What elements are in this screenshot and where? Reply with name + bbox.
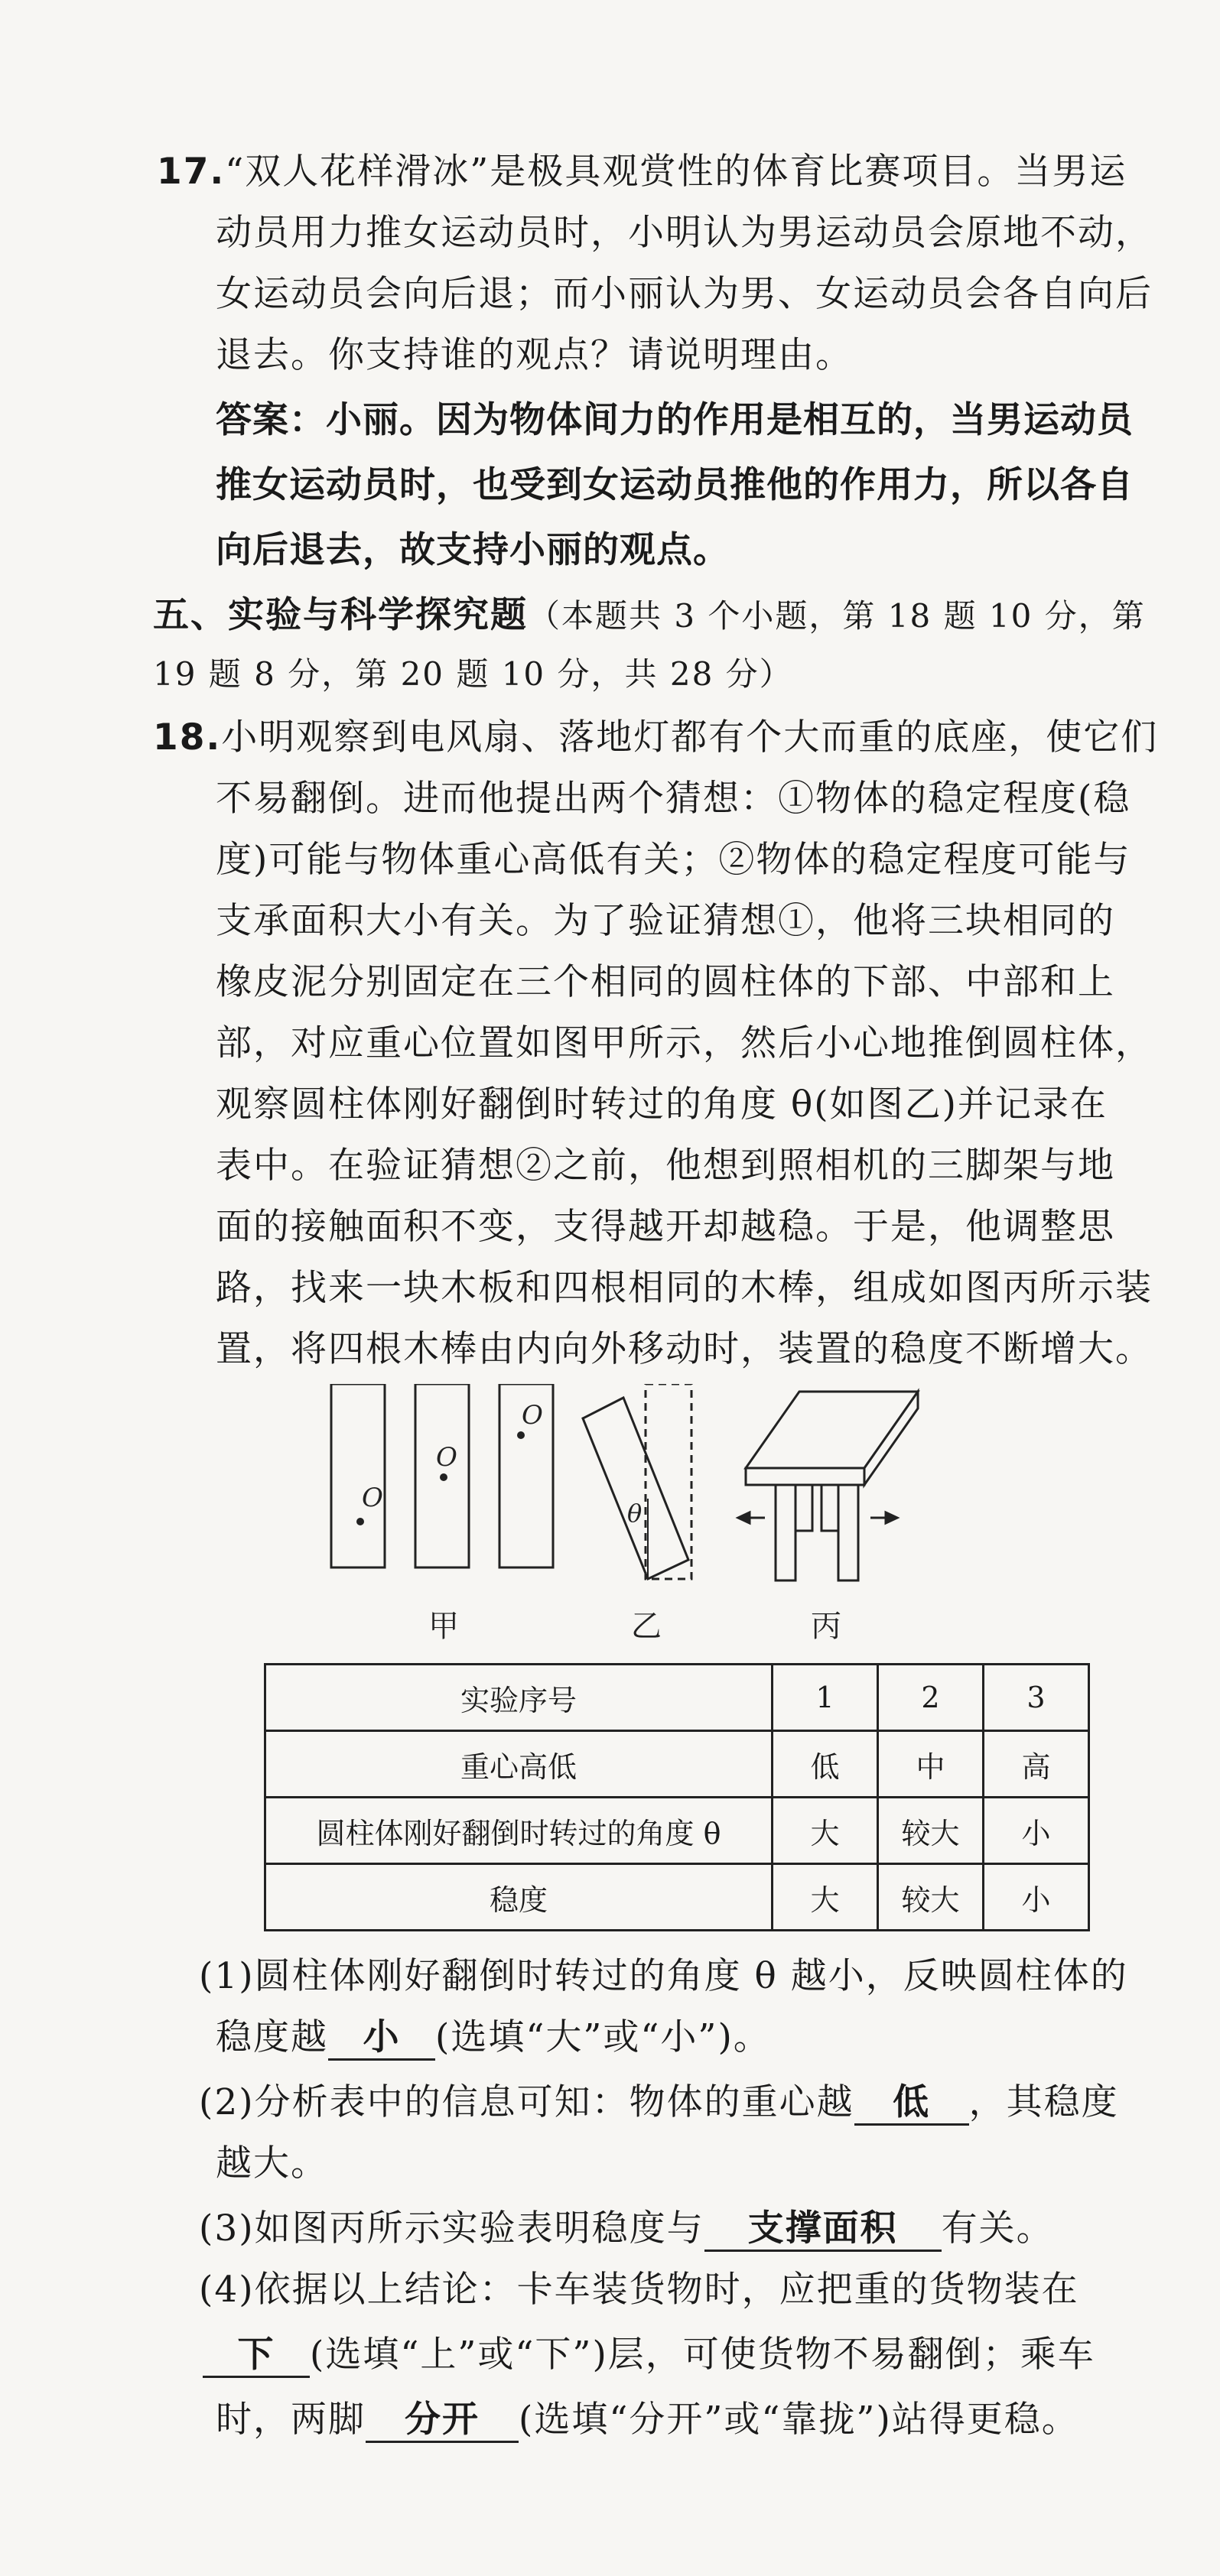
q18-line-1 bbox=[153, 715, 1158, 761]
table-row bbox=[265, 1731, 1089, 1798]
arrow-left-head bbox=[738, 1512, 750, 1523]
tilted-cylinder bbox=[583, 1398, 688, 1579]
section5-note-2: 19 题 8 分，第 20 题 10 分，共 28 分） bbox=[153, 655, 793, 693]
sub4-answer-1-blank: 下 bbox=[203, 2334, 310, 2378]
sub3-line bbox=[199, 2206, 1054, 2252]
table-cell: 大 bbox=[773, 1864, 878, 1931]
table-header-cell: 3 bbox=[984, 1665, 1089, 1731]
sub1-line-2 bbox=[216, 2015, 771, 2061]
table-cell: 稳度 bbox=[265, 1864, 773, 1931]
figure-bing bbox=[738, 1392, 918, 1580]
sub2-post: ，其稳度 bbox=[968, 2081, 1119, 2123]
q17-line-2: 动员用力推女运动员时，小明认为男运动员会原地不动， bbox=[216, 212, 1153, 254]
center-point-mid bbox=[440, 1473, 447, 1481]
q17-line-4: 退去。你支持谁的观点？请说明理由。 bbox=[216, 334, 853, 376]
table-cell: 较大 bbox=[878, 1864, 984, 1931]
table-header-cell: 1 bbox=[773, 1665, 878, 1731]
table-cell: 大 bbox=[773, 1798, 878, 1864]
sub1-pre: 稳度越 bbox=[216, 2016, 328, 2058]
rod-3 bbox=[821, 1485, 838, 1531]
q18-line-8: 表中。在验证猜想②之前，他想到照相机的三脚架与地 bbox=[216, 1145, 1115, 1187]
center-point-high bbox=[517, 1431, 525, 1439]
table-cell: 较大 bbox=[878, 1798, 984, 1864]
q18-line-9: 面的接触面积不变，支得越开却越稳。于是，他调整思 bbox=[216, 1206, 1115, 1248]
q17-answer-line-1: 答案：小丽。因为物体间力的作用是相互的，当男运动员 bbox=[216, 399, 1134, 441]
sub4-pre2: 时，两脚 bbox=[216, 2399, 366, 2441]
data-table bbox=[264, 1663, 1090, 1931]
point-label-high: O bbox=[522, 1400, 543, 1431]
table-header-cell: 实验序号 bbox=[265, 1665, 773, 1731]
q18-line-7: 观察圆柱体刚好翻倒时转过的角度 θ(如图乙)并记录在 bbox=[216, 1083, 1108, 1126]
sub2-answer-blank: 低 bbox=[854, 2082, 969, 2126]
sub3-pre: (3)如图丙所示实验表明稳度与 bbox=[199, 2207, 704, 2250]
q18-text-1: 小明观察到电风扇、落地灯都有个大而重的底座，使它们 bbox=[221, 716, 1159, 759]
figure-jia bbox=[331, 1384, 553, 1567]
table-header-row bbox=[265, 1665, 1089, 1731]
point-label-mid: O bbox=[436, 1442, 457, 1473]
figure-label-yi: 乙 bbox=[631, 1609, 662, 1644]
sub1-line-1: (1)圆柱体刚好翻倒时转过的角度 θ 越小，反映圆柱体的 bbox=[199, 1955, 1128, 1997]
rod-1 bbox=[776, 1485, 795, 1580]
q18-line-4: 支承面积大小有关。为了验证猜想①，他将三块相同的 bbox=[216, 900, 1115, 942]
board-front bbox=[746, 1468, 864, 1485]
table-header-cell: 2 bbox=[878, 1665, 984, 1731]
rod-4 bbox=[838, 1485, 858, 1580]
figure-label-bing: 丙 bbox=[811, 1609, 841, 1644]
table-cell: 小 bbox=[984, 1798, 1089, 1864]
table-cell: 高 bbox=[984, 1731, 1089, 1798]
figure-label-jia: 甲 bbox=[428, 1609, 459, 1644]
section5-note-1: （本题共 3 个小题，第 18 题 10 分，第 bbox=[528, 597, 1146, 635]
sub4-answer-2-blank: 分开 bbox=[366, 2399, 519, 2443]
q17-number: 17. bbox=[157, 151, 226, 193]
q18-line-2: 不易翻倒。进而他提出两个猜想：①物体的稳定程度(稳 bbox=[216, 778, 1131, 820]
q17-text-1: “双人花样滑冰”是极具观赏性的体育比赛项目。当男运 bbox=[225, 151, 1127, 193]
section5-heading bbox=[153, 593, 1146, 639]
table-cell: 圆柱体刚好翻倒时转过的角度 θ bbox=[265, 1798, 773, 1864]
sub2-line-1 bbox=[199, 2080, 1119, 2126]
angle-label: θ bbox=[627, 1499, 643, 1528]
table-cell: 重心高低 bbox=[265, 1731, 773, 1798]
sub1-answer-blank: 小 bbox=[328, 2017, 435, 2061]
figure-yi bbox=[583, 1384, 691, 1579]
rod-2 bbox=[795, 1485, 812, 1531]
sub1-post: (选填“大”或“小”)。 bbox=[435, 2016, 771, 2058]
q17-answer-line-2: 推女运动员时，也受到女运动员推他的作用力，所以各自 bbox=[216, 464, 1134, 506]
point-label-low: O bbox=[362, 1483, 383, 1513]
table-cell: 中 bbox=[878, 1731, 984, 1798]
sub2-line-2: 越大。 bbox=[216, 2142, 328, 2185]
q18-line-3: 度)可能与物体重心高低有关；②物体的稳定程度可能与 bbox=[216, 839, 1131, 881]
sub4-line-2 bbox=[203, 2332, 1095, 2378]
sub4-line-1: (4)依据以上结论：卡车装货物时，应把重的货物装在 bbox=[199, 2269, 1079, 2311]
center-point-low bbox=[356, 1518, 364, 1525]
experiment-figures bbox=[298, 1384, 987, 1644]
q17-line-3: 女运动员会向后退；而小丽认为男、女运动员会各自向后 bbox=[216, 273, 1153, 315]
sub3-post: 有关。 bbox=[941, 2207, 1054, 2250]
sub3-answer-blank: 支撑面积 bbox=[704, 2208, 942, 2252]
table-cell: 小 bbox=[984, 1864, 1089, 1931]
arrow-right-head bbox=[886, 1512, 897, 1523]
q18-line-6: 部，对应重心位置如图甲所示，然后小心地推倒圆柱体， bbox=[216, 1022, 1153, 1064]
section5-title: 五、实验与科学探究题 bbox=[153, 594, 528, 636]
sub2-pre: (2)分析表中的信息可知：物体的重心越 bbox=[199, 2081, 854, 2123]
sub4-mid: (选填“上”或“下”)层，可使货物不易翻倒；乘车 bbox=[310, 2334, 1095, 2376]
q17-line-1 bbox=[157, 149, 1127, 195]
table-cell: 低 bbox=[773, 1731, 878, 1798]
q18-line-11: 置，将四根木棒由内向外移动时，装置的稳度不断增大。 bbox=[216, 1328, 1153, 1370]
q18-line-10: 路，找来一块木板和四根相同的木棒，组成如图丙所示装 bbox=[216, 1267, 1153, 1309]
sub4-post2: (选填“分开”或“靠拢”)站得更稳。 bbox=[519, 2399, 1079, 2441]
q18-number: 18. bbox=[153, 716, 222, 759]
q18-line-5: 橡皮泥分别固定在三个相同的圆柱体的下部、中部和上 bbox=[216, 961, 1115, 1003]
q17-answer-line-3: 向后退去，故支持小丽的观点。 bbox=[216, 529, 730, 571]
table-row bbox=[265, 1864, 1089, 1931]
cylinder-low bbox=[331, 1384, 385, 1567]
sub4-line-3 bbox=[216, 2397, 1079, 2443]
table-row bbox=[265, 1798, 1089, 1864]
data-table-wrap bbox=[264, 1663, 1090, 1931]
